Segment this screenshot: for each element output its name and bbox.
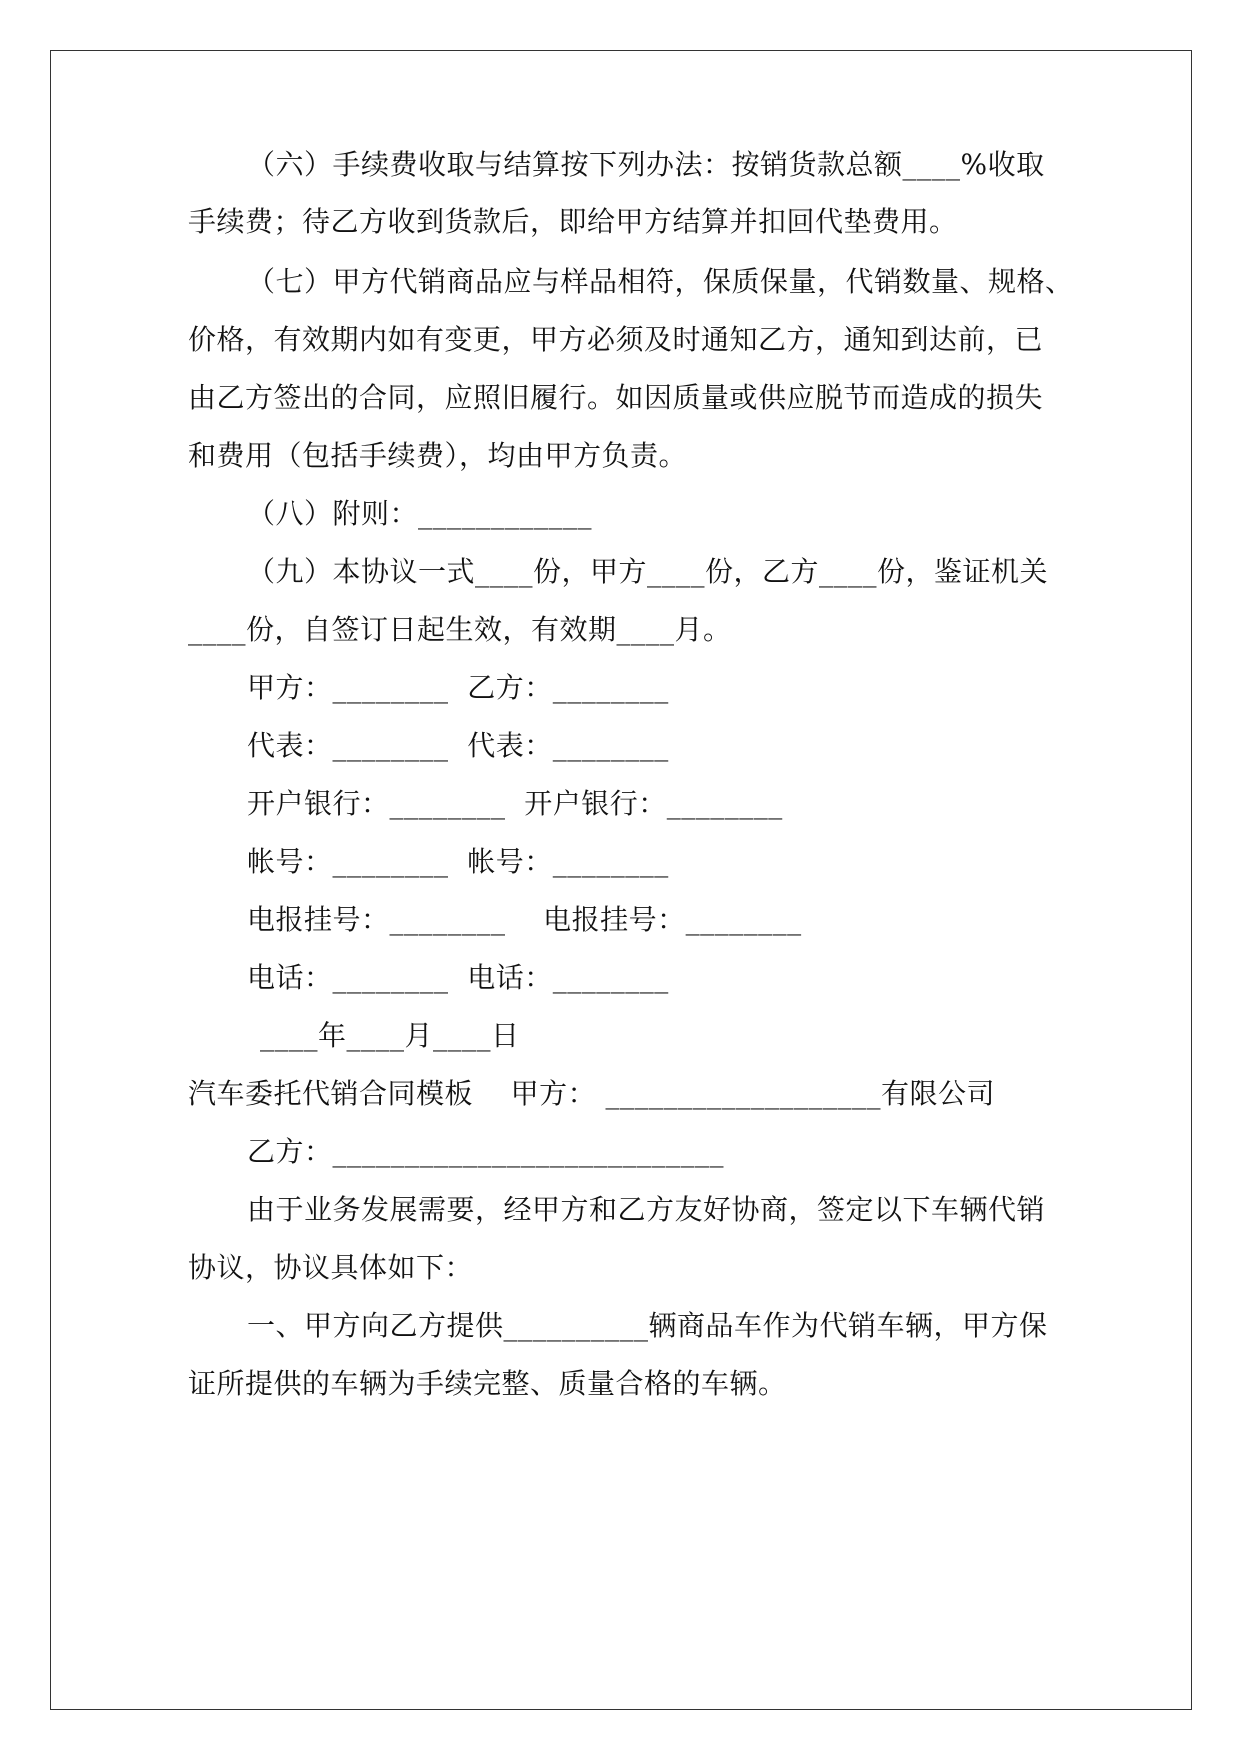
signature-phone: 电话：________ 电话：________	[247, 961, 669, 994]
clause-7-line-1: （七）甲方代销商品应与样品相符，保质保量，代销数量、规格、	[247, 265, 1074, 298]
clause-7-line-2: 价格，有效期内如有变更，甲方必须及时通知乙方，通知到达前，已	[188, 323, 1044, 356]
signature-account: 帐号：________ 帐号：________	[247, 845, 669, 878]
preamble-line-2: 协议，协议具体如下：	[188, 1251, 474, 1284]
clause-6-line-2: 手续费；待乙方收到货款后，即给甲方结算并扣回代垫费用。	[188, 205, 958, 238]
template-title-party-a: 汽车委托代销合同模板 甲方： ___________________有限公司	[188, 1077, 996, 1110]
article-1-line-2: 证所提供的车辆为手续完整、质量合格的车辆。	[188, 1367, 787, 1400]
signature-telegraph: 电报挂号：________ 电报挂号：________	[247, 903, 802, 936]
signature-bank: 开户银行：________ 开户银行：________	[247, 787, 783, 820]
clause-9-line-1: （九）本协议一式____份，甲方____份，乙方____份，鉴证机关	[247, 555, 1049, 588]
clause-8: （八）附则：____________	[247, 497, 593, 530]
party-b-line: 乙方：___________________________	[247, 1135, 725, 1168]
clause-9-line-2: ____份，自签订日起生效，有效期____月。	[188, 613, 732, 646]
signature-date: ____年____月____日	[260, 1019, 520, 1052]
signature-party: 甲方：________ 乙方：________	[247, 671, 669, 704]
signature-representative: 代表：________ 代表：________	[247, 729, 669, 762]
clause-6-line-1: （六）手续费收取与结算按下列办法：按销货款总额____%收取	[247, 148, 1045, 181]
clause-7-line-3: 由乙方签出的合同，应照旧履行。如因质量或供应脱节而造成的损失	[188, 381, 1044, 414]
clause-7-line-4: 和费用（包括手续费），均由甲方负责。	[188, 439, 688, 472]
preamble-line-1: 由于业务发展需要，经甲方和乙方友好协商，签定以下车辆代销	[247, 1193, 1046, 1226]
article-1-line-1: 一、甲方向乙方提供__________辆商品车作为代销车辆，甲方保	[247, 1309, 1048, 1342]
